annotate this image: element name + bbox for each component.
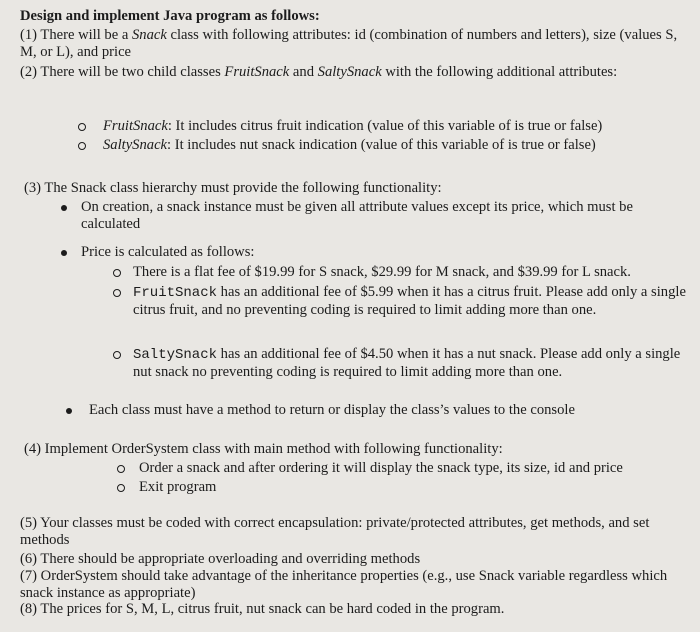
display-method-rule: Each class must have a method to return or display the class’s values to the console — [89, 402, 575, 418]
list-item — [78, 137, 692, 154]
list-item — [66, 402, 692, 419]
document-title: Design and implement Java program as follows: — [20, 8, 320, 24]
saltysnack-class-name: SaltySnack — [317, 64, 382, 80]
circle-bullet-icon — [113, 351, 121, 359]
saltysnack-code: SaltySnack — [133, 347, 218, 363]
fruitsnack-label: FruitSnack — [103, 118, 168, 134]
requirement-2-prefix: (2) There will be two child classes — [20, 64, 225, 80]
requirement-2-and: and — [289, 64, 318, 80]
requirement-2-text: with the following additional attributes: — [381, 64, 618, 80]
exit-program-item: Exit program — [139, 479, 217, 495]
requirement-8: (8) The prices for S, M, L, citrus fruit, nut snack can be hard coded in the program. — [20, 601, 505, 617]
flat-fee-rule: There is a flat fee of $19.99 for S snack, $29.99 for M snack, and $39.99 for L snack. — [133, 264, 631, 280]
saltysnack-fee-text: has an additional fee of $4.50 when it has a nut snack. Please add only a single nut snack no preventing coding is required to limit adding more than one. — [133, 346, 681, 380]
fruitsnack-fee-text: has an additional fee of $5.99 when it has a citrus fruit. Please add only a single citrus fruit, and no preventing coding is required to limit adding more than one. — [133, 284, 686, 318]
requirement-1-text: class with following attributes: id (combination of numbers and letters), size (values S, M, or L), and price — [20, 27, 678, 60]
creation-rule: On creation, a snack instance must be given all attribute values except its price, which must be calculated — [81, 199, 633, 232]
requirement-2 — [20, 64, 692, 81]
saltysnack-attribute — [103, 137, 692, 154]
requirement-3-heading: (3) The Snack class hierarchy must provide the following functionality: — [24, 180, 442, 196]
list-item — [61, 244, 692, 261]
saltysnack-label: SaltySnack — [103, 137, 168, 153]
requirement-1-prefix: (1) There will be a — [20, 27, 132, 43]
fruitsnack-fee-rule — [133, 284, 692, 319]
list-item — [113, 264, 692, 281]
fruitsnack-description: : It includes citrus fruit indication (value of this variable of is true or false) — [167, 118, 603, 134]
saltysnack-fee-rule — [133, 346, 692, 381]
list-item — [78, 118, 692, 135]
requirement-6: (6) There should be appropriate overloading and overriding methods — [20, 551, 421, 567]
fruitsnack-class-name: FruitSnack — [224, 64, 290, 80]
list-item — [113, 284, 692, 319]
bullet-icon — [61, 250, 67, 256]
bullet-icon — [66, 408, 72, 414]
fruitsnack-code: FruitSnack — [133, 285, 218, 301]
list-item — [117, 460, 692, 477]
circle-bullet-icon — [117, 465, 125, 473]
bullet-icon — [61, 205, 67, 211]
requirement-4-heading: (4) Implement OrderSystem class with main method with following functionality: — [24, 441, 503, 457]
requirement-7: (7) OrderSystem should take advantage of the inheritance properties (e.g., use Snack variable regardless which snack instance as appropriate) — [20, 568, 668, 601]
circle-bullet-icon — [117, 484, 125, 492]
snack-class-name: Snack — [131, 27, 167, 43]
order-snack-item: Order a snack and after ordering it will display the snack type, its size, id and price — [139, 460, 623, 476]
list-item — [61, 199, 692, 233]
fruitsnack-attribute — [103, 118, 692, 135]
circle-bullet-icon — [78, 142, 86, 150]
list-item — [113, 346, 692, 381]
requirement-5: (5) Your classes must be coded with correct encapsulation: private/protected attributes, get methods, and set methods — [20, 515, 650, 548]
list-item — [117, 479, 692, 496]
saltysnack-description: : It includes nut snack indication (value of this variable of is true or false) — [167, 137, 596, 153]
requirement-1 — [20, 27, 692, 61]
circle-bullet-icon — [113, 269, 121, 277]
price-rule-heading: Price is calculated as follows: — [81, 244, 255, 260]
circle-bullet-icon — [78, 123, 86, 131]
circle-bullet-icon — [113, 289, 121, 297]
